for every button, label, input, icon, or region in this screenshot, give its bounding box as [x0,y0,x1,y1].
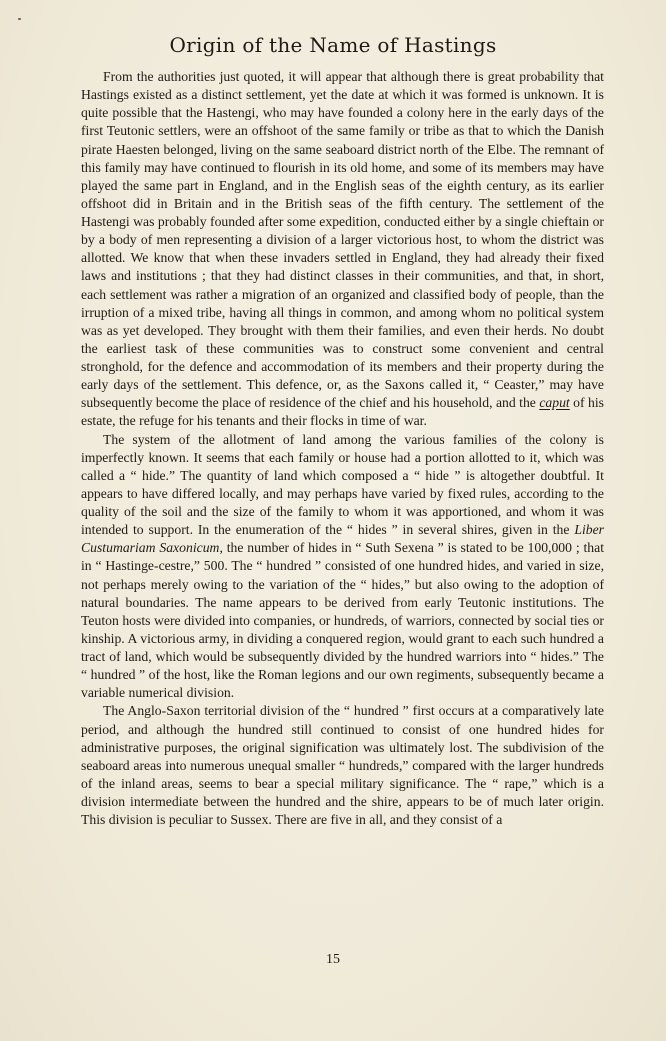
text-run: , the number of hides in “ Suth Sexena ” is stated to be 100,000 ; that in “ Hastinge-cestre,” 500. The “ hundred ” consisted of one hundred hides, and varied in size, not perhaps merely owing to the variation of the “ hides,” but also owing to the adoption of natural boundaries. The name appears to be derived from early Teutonic institutions. The Teuton hosts were divided into companies, or hundreds, of warriors, connected by social ties or kinship. A victorious army, in dividing a conquered region, would grant to each such hundred a tract of land, which would be subsequently divided by the hundred warriors into “ hides.” The “ hundred ” of the host, like the Roman legions and our own regiments, subsequently became a variable numerical division. [81,540,604,701]
italic-title: Liber Custumariam Saxonicum [81,522,604,556]
italic-term: caput [539,395,570,411]
text-run: of his estate, the refuge for his tenants and their flocks in time of war. [81,395,604,429]
body-text [81,68,604,829]
paper-speck [18,18,21,20]
paragraph [81,702,604,829]
paragraph [81,68,604,431]
page-number: 15 [326,952,340,967]
paragraph [81,431,604,703]
text-run: The system of the allotment of land among the various families of the colony is imperfectly known. It seems that each family or house had a portion allotted to it, which was called a “ hide.” The quantity of land which composed a “ hide ” is altogether doubtful. It appears to have differed locally, and may perhaps have varied by fixed rules, according to the quality of the soil and the size of the family to whom it was apportioned, and whom it was intended to support. In the enumeration of the “ hides ” in several shires, given in the [81,431,604,538]
text-run: From the authorities just quoted, it will appear that although there is great probability that Hastings existed as a distinct settlement, yet the date at which it was formed is unknown. It is quite possible that the Hastengi, who may have founded a colony here in the early days of the first Teutonic settlers, were an offshoot of the same family or tribe as that to which the Danish pirate Haesten belonged, living on the same seaboard district north of the Elbe. The remnant of this family may have continued to flourish in its old home, and some of its members may have played the same part in England, and in the English seas of the eighth century, as its earlier offshoot did in Britain and in the British seas of the fifth century. The settlement of the Hastengi was probably founded after some expedition, conducted either by a single chieftain or by a body of men representing a division of a larger victorious host, to whom the district was allotted. We know that when these invaders settled in England, they had already their fixed laws and institutions ; that they had distinct classes in their communities, and that, in short, each settlement was rather a migration of an organized and classified body of people, than the irruption of a mixed tribe, having all things in common, and among whom no political system was as yet developed. They brought with them their families, and even their herds. No doubt the earliest task of these communities was to construct some convenient and central stronghold, for the defence and accommodation of its members and their property during the early days of the settlement. This defence, or, as the Saxons called it, “ Ceaster,” may have subsequently become the place of residence of the chief and his household, and the [81,69,604,411]
page-title: Origin of the Name of Hastings [169,33,497,57]
text-run: The Anglo-Saxon territorial division of the “ hundred ” first occurs at a comparatively late period, and although the hundred still continued to consist of one hundred hides for administrative purposes, the original signification was ultimately lost. The subdivision of the seaboard areas into numerous unequal smaller “ hundreds,” compared with the larger hundreds of the inland areas, seems to bear a special military significance. The “ rape,” which is a division intermediate between the hundred and the shire, appears to be of much later origin. This division is peculiar to Sussex. There are five in all, and they consist of a [81,703,604,828]
